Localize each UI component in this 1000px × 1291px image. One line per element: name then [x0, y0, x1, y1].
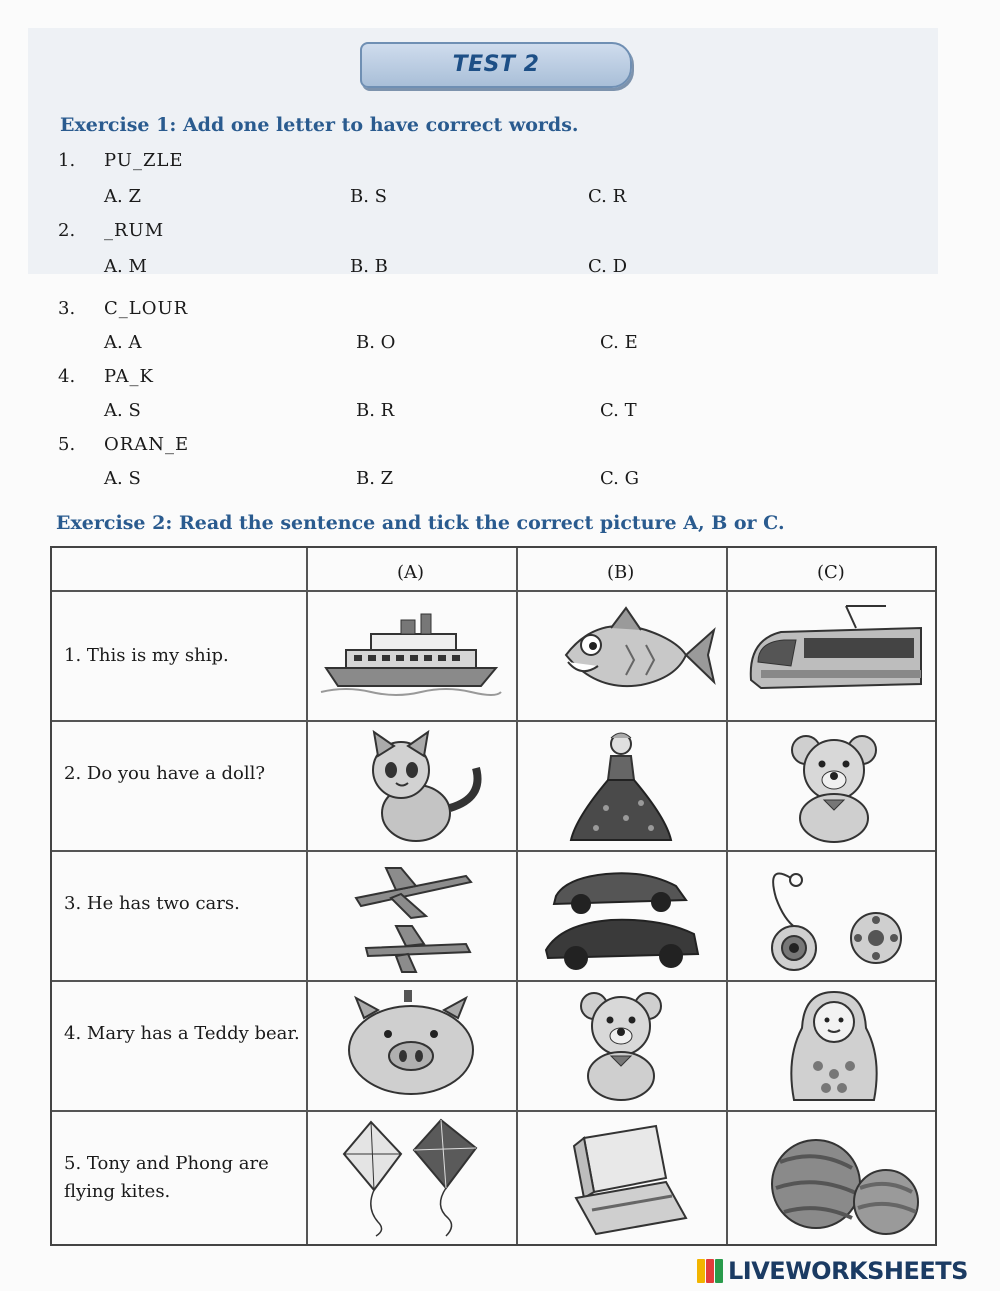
teddy-bear-icon[interactable] — [526, 988, 716, 1104]
option-b[interactable]: B. O — [356, 332, 396, 353]
column-header-b: (B) — [607, 562, 635, 583]
yoyos-icon[interactable] — [736, 858, 932, 974]
piggy-bank-icon[interactable] — [316, 988, 506, 1104]
question-word: PA_K — [104, 366, 154, 387]
planes-icon[interactable] — [316, 858, 506, 974]
sentence-2: 2. Do you have a doll? — [64, 763, 266, 784]
books-icon[interactable] — [526, 1118, 716, 1238]
page-title: TEST 2 — [452, 52, 540, 77]
matryoshka-doll-icon[interactable] — [736, 988, 932, 1104]
kites-icon[interactable] — [316, 1118, 506, 1238]
question-number: 3. — [58, 298, 76, 319]
balls-icon[interactable] — [736, 1118, 932, 1238]
option-a[interactable]: A. A — [104, 332, 142, 353]
doll-icon[interactable] — [526, 728, 716, 844]
sentence-4: 4. Mary has a Teddy bear. — [64, 1023, 300, 1044]
option-b[interactable]: B. S — [350, 186, 388, 207]
option-c[interactable]: C. D — [588, 256, 628, 277]
question-number: 2. — [58, 220, 76, 241]
fish-icon[interactable] — [526, 600, 716, 710]
question-word: PU_ZLE — [104, 150, 184, 171]
option-a[interactable]: A. S — [104, 400, 141, 421]
question-number: 5. — [58, 434, 76, 455]
ship-icon[interactable] — [316, 600, 506, 710]
question-word: C_LOUR — [104, 298, 189, 319]
row-divider — [52, 590, 935, 592]
column-divider — [726, 548, 728, 1244]
option-a[interactable]: A. M — [104, 256, 147, 277]
teddy-bear-icon[interactable] — [736, 728, 932, 844]
liveworksheets-logo-icon — [696, 1258, 724, 1284]
test-title-tab — [360, 42, 632, 88]
train-icon[interactable] — [736, 600, 932, 710]
option-c[interactable]: C. E — [600, 332, 638, 353]
cat-icon[interactable] — [316, 728, 506, 844]
liveworksheets-brand[interactable] — [696, 1256, 968, 1286]
question-word: ORAN_E — [104, 434, 190, 455]
option-c[interactable]: C. R — [588, 186, 627, 207]
sentence-3: 3. He has two cars. — [64, 893, 240, 914]
sentence-1: 1. This is my ship. — [64, 645, 229, 666]
option-a[interactable]: A. Z — [104, 186, 141, 207]
option-b[interactable]: B. B — [350, 256, 388, 277]
question-number: 1. — [58, 150, 76, 171]
column-header-c: (C) — [817, 562, 845, 583]
option-b[interactable]: B. Z — [356, 468, 394, 489]
row-divider — [52, 1110, 935, 1112]
exercise1-heading: Exercise 1: Add one letter to have correct words. — [60, 114, 579, 136]
exercise2-heading: Exercise 2: Read the sentence and tick the correct picture A, B or C. — [56, 512, 785, 534]
sentence-5: 5. Tony and Phong are flying kites. — [64, 1153, 269, 1202]
row-divider — [52, 720, 935, 722]
cars-icon[interactable] — [526, 858, 716, 974]
option-b[interactable]: B. R — [356, 400, 395, 421]
question-number: 4. — [58, 366, 76, 387]
option-c[interactable]: C. T — [600, 400, 637, 421]
column-header-a: (A) — [397, 562, 425, 583]
column-divider — [516, 548, 518, 1244]
brand-name: LIVEWORKSHEETS — [728, 1257, 968, 1285]
picture-table — [50, 546, 937, 1246]
row-divider — [52, 850, 935, 852]
option-c[interactable]: C. G — [600, 468, 639, 489]
option-a[interactable]: A. S — [104, 468, 141, 489]
row-divider — [52, 980, 935, 982]
question-word: _RUM — [104, 220, 165, 241]
